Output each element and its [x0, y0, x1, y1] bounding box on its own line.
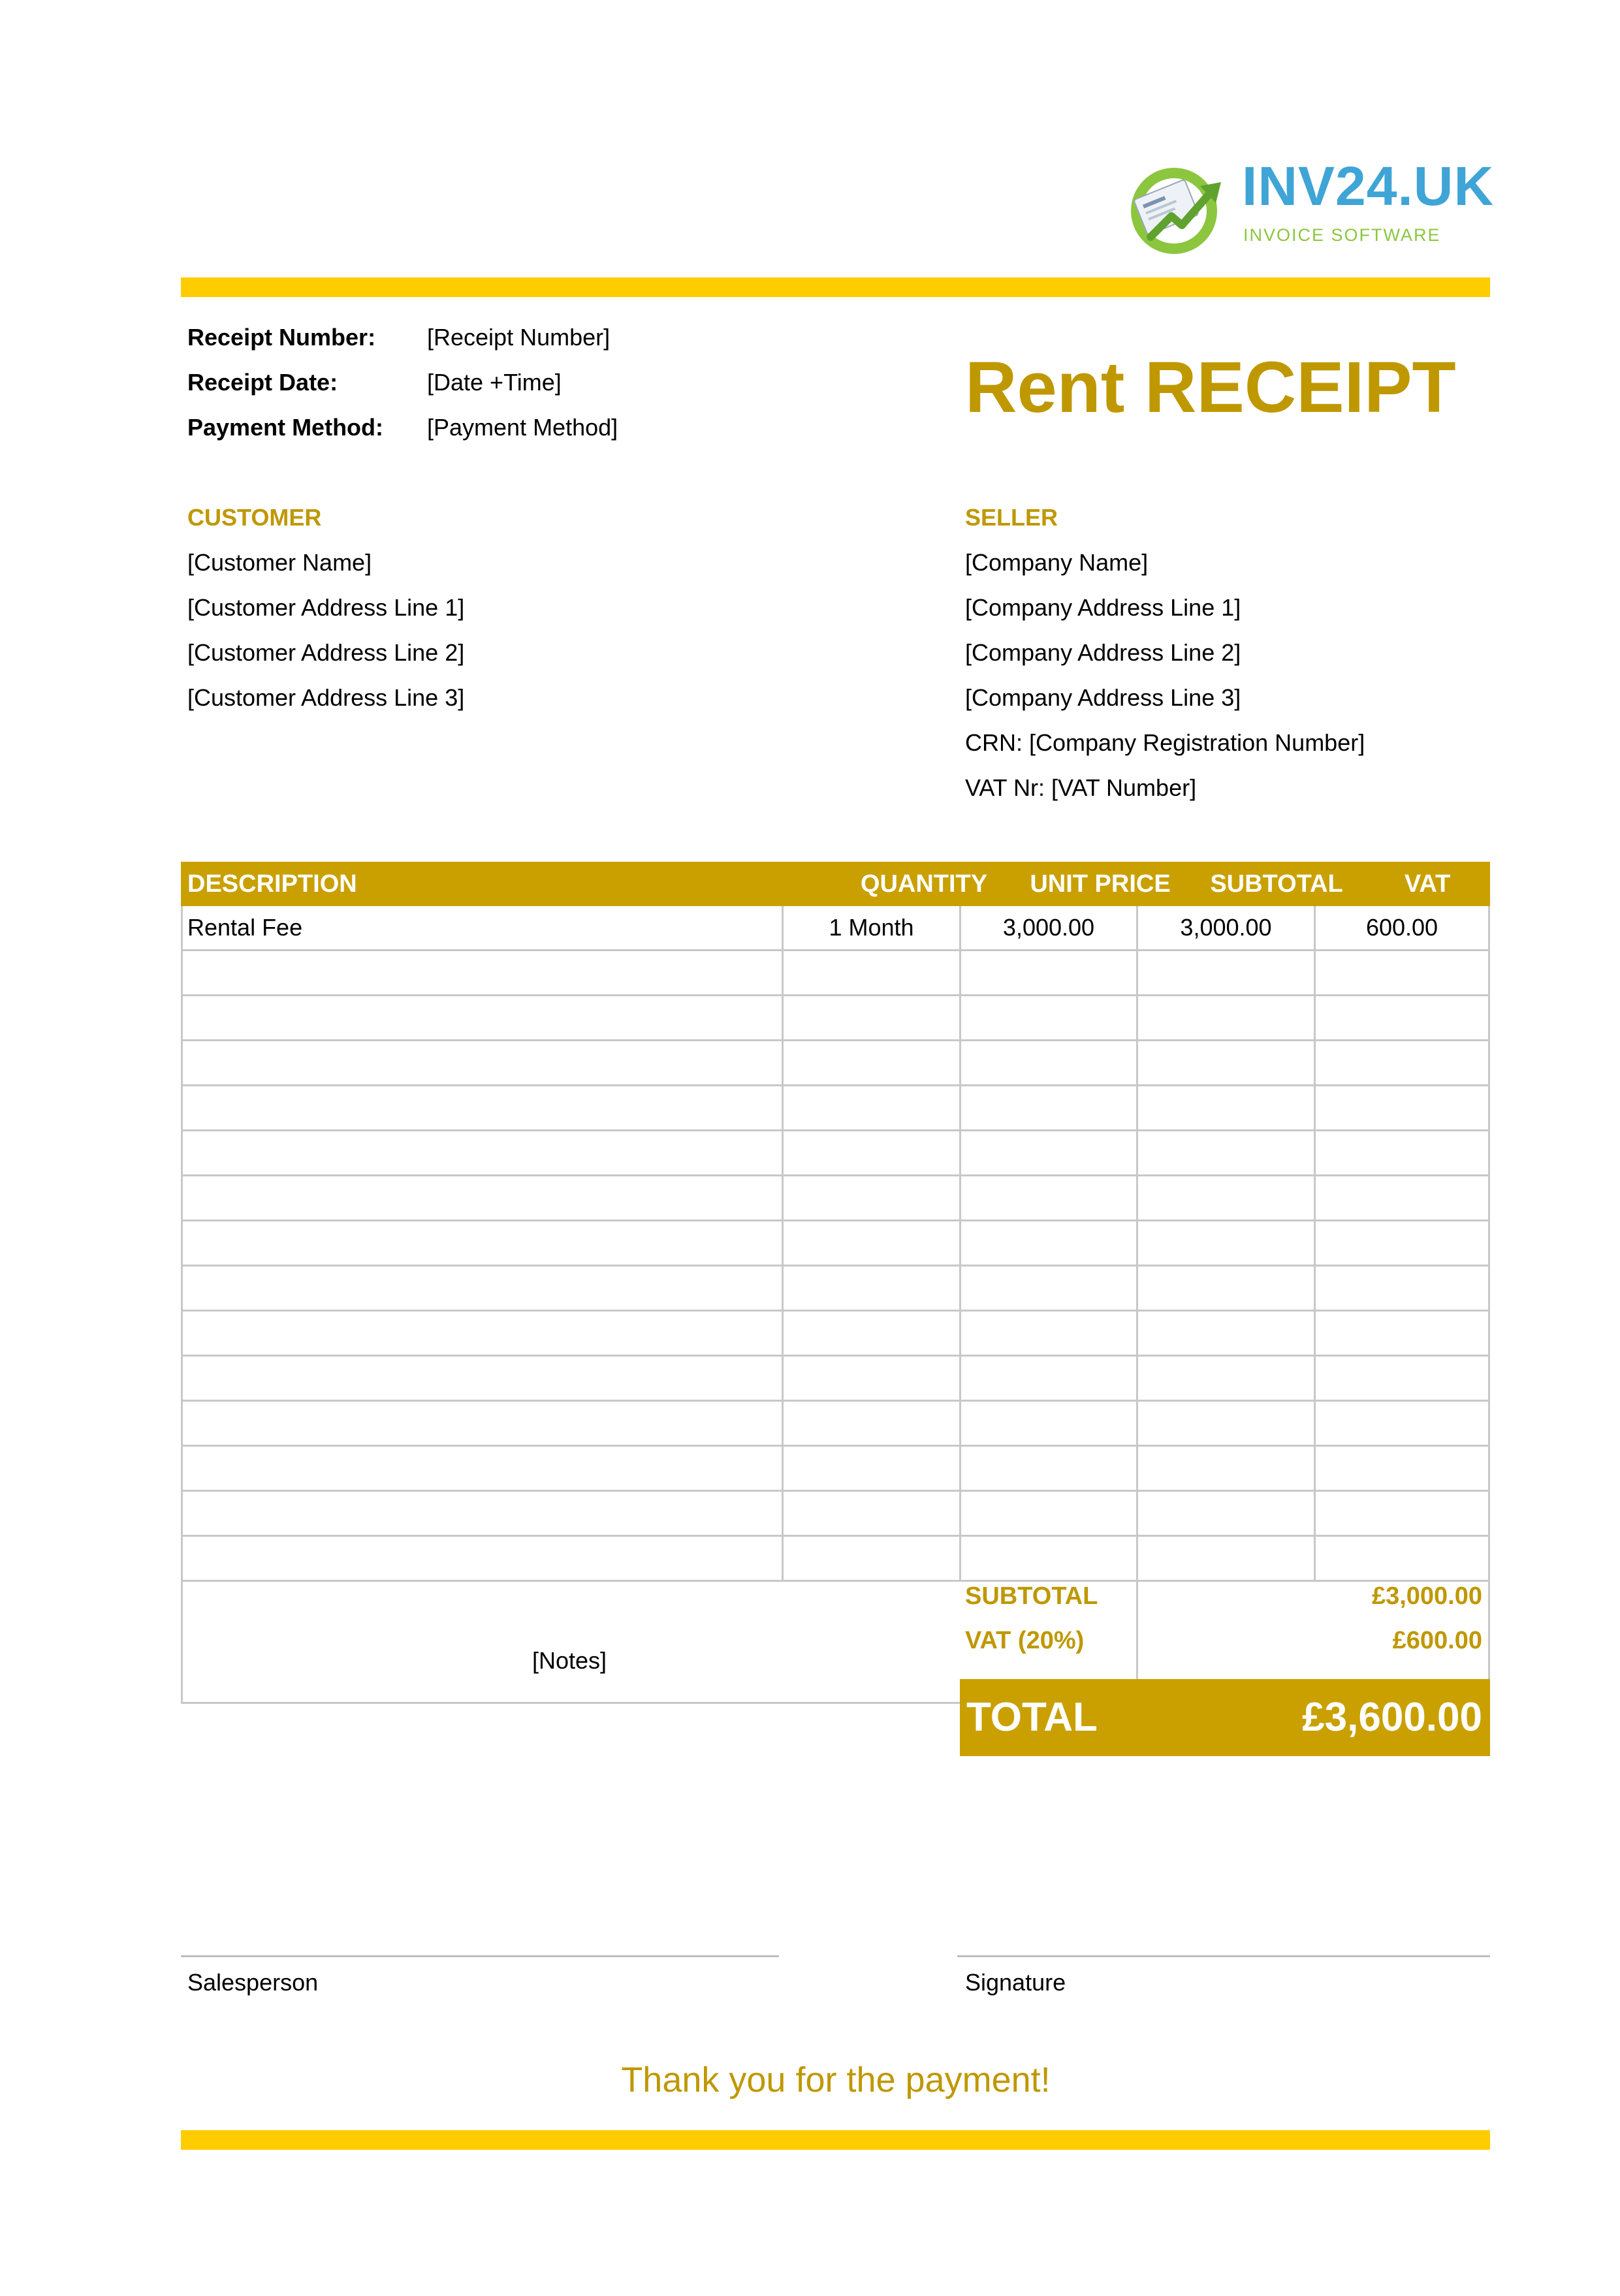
col-divider-1 — [782, 906, 784, 1582]
receipt-number-value: [Receipt Number] — [427, 324, 611, 351]
thank-you-message: Thank you for the payment! — [621, 2060, 1051, 2099]
cell-quantity: 1 Month — [829, 914, 914, 941]
payment-method-value: [Payment Method] — [427, 414, 618, 441]
receipt-number-row — [187, 324, 906, 363]
logo-wordmark: INV24.UK — [1242, 155, 1495, 217]
header-vat: VAT — [1404, 870, 1451, 898]
table-row — [181, 1537, 1490, 1582]
customer-address-line-3: [Customer Address Line 3] — [187, 684, 465, 711]
col-divider-2 — [959, 906, 961, 1582]
receipt-number-label: Receipt Number: — [187, 324, 376, 351]
subtotal-label: SUBTOTAL — [965, 1582, 1098, 1610]
receipt-date-value: [Date +Time] — [427, 369, 562, 396]
table-row — [181, 951, 1490, 996]
table-row — [181, 1266, 1490, 1312]
col-divider-4 — [1314, 906, 1316, 1582]
table-row — [181, 996, 1490, 1041]
total-value: £3,600.00 — [1302, 1695, 1482, 1740]
seller-vat-number: VAT Nr: [VAT Number] — [965, 774, 1197, 801]
company-logo — [1123, 155, 1495, 258]
table-row — [181, 1131, 1490, 1176]
seller-heading: SELLER — [965, 504, 1058, 531]
cell-unit-price: 3,000.00 — [1002, 914, 1095, 941]
table-row — [181, 1086, 1490, 1131]
cell-vat: 600.00 — [1365, 914, 1438, 941]
receipt-date-row — [187, 369, 906, 408]
table-row — [181, 1447, 1490, 1492]
seller-address-line-1: [Company Address Line 1] — [965, 594, 1241, 621]
table-row — [181, 1402, 1490, 1447]
col-divider-3 — [1136, 906, 1138, 1704]
table-row — [181, 1041, 1490, 1086]
customer-address-line-2: [Customer Address Line 2] — [187, 639, 465, 666]
subtotal-value: £3,000.00 — [1371, 1582, 1482, 1610]
seller-crn: CRN: [Company Registration Number] — [965, 729, 1365, 756]
seller-address-line-3: [Company Address Line 3] — [965, 684, 1241, 711]
header-quantity: QUANTITY — [860, 870, 988, 898]
seller-address-line-2: [Company Address Line 2] — [965, 639, 1241, 666]
notes-text: [Notes] — [532, 1647, 607, 1674]
header-unit-price: UNIT PRICE — [1030, 870, 1171, 898]
grand-total-bar — [960, 1679, 1490, 1756]
table-row — [181, 1221, 1490, 1266]
logo-tagline: INVOICE SOFTWARE — [1243, 225, 1441, 245]
table-left-border — [181, 906, 183, 1704]
table-row — [181, 1176, 1490, 1221]
payment-method-label: Payment Method: — [187, 414, 384, 441]
signature-line — [957, 1955, 1490, 1957]
table-header — [181, 862, 1490, 906]
customer-name: [Customer Name] — [187, 549, 372, 576]
table-row — [181, 1492, 1490, 1537]
cell-description: Rental Fee — [187, 914, 303, 941]
payment-method-row — [187, 414, 906, 453]
table-right-border — [1488, 906, 1490, 1704]
logo-icon — [1123, 160, 1241, 258]
seller-name: [Company Name] — [965, 549, 1149, 576]
salesperson-signature-line — [181, 1955, 779, 1957]
salesperson-label: Salesperson — [187, 1969, 319, 1996]
receipt-date-label: Receipt Date: — [187, 369, 338, 396]
vat-value: £600.00 — [1392, 1627, 1482, 1654]
header-subtotal: SUBTOTAL — [1210, 870, 1343, 898]
signature-label: Signature — [965, 1969, 1066, 1996]
table-row — [181, 1312, 1490, 1357]
header-description: DESCRIPTION — [187, 870, 357, 898]
table-row — [181, 906, 1490, 951]
total-label: TOTAL — [966, 1695, 1098, 1740]
customer-address-line-1: [Customer Address Line 1] — [187, 594, 465, 621]
vat-label: VAT (20%) — [965, 1627, 1085, 1654]
customer-heading: CUSTOMER — [187, 504, 322, 531]
cell-subtotal: 3,000.00 — [1180, 914, 1272, 941]
top-accent-bar — [181, 277, 1490, 297]
table-row — [181, 1357, 1490, 1402]
bottom-accent-bar — [181, 2130, 1490, 2150]
document-title: Rent RECEIPT — [965, 347, 1456, 428]
